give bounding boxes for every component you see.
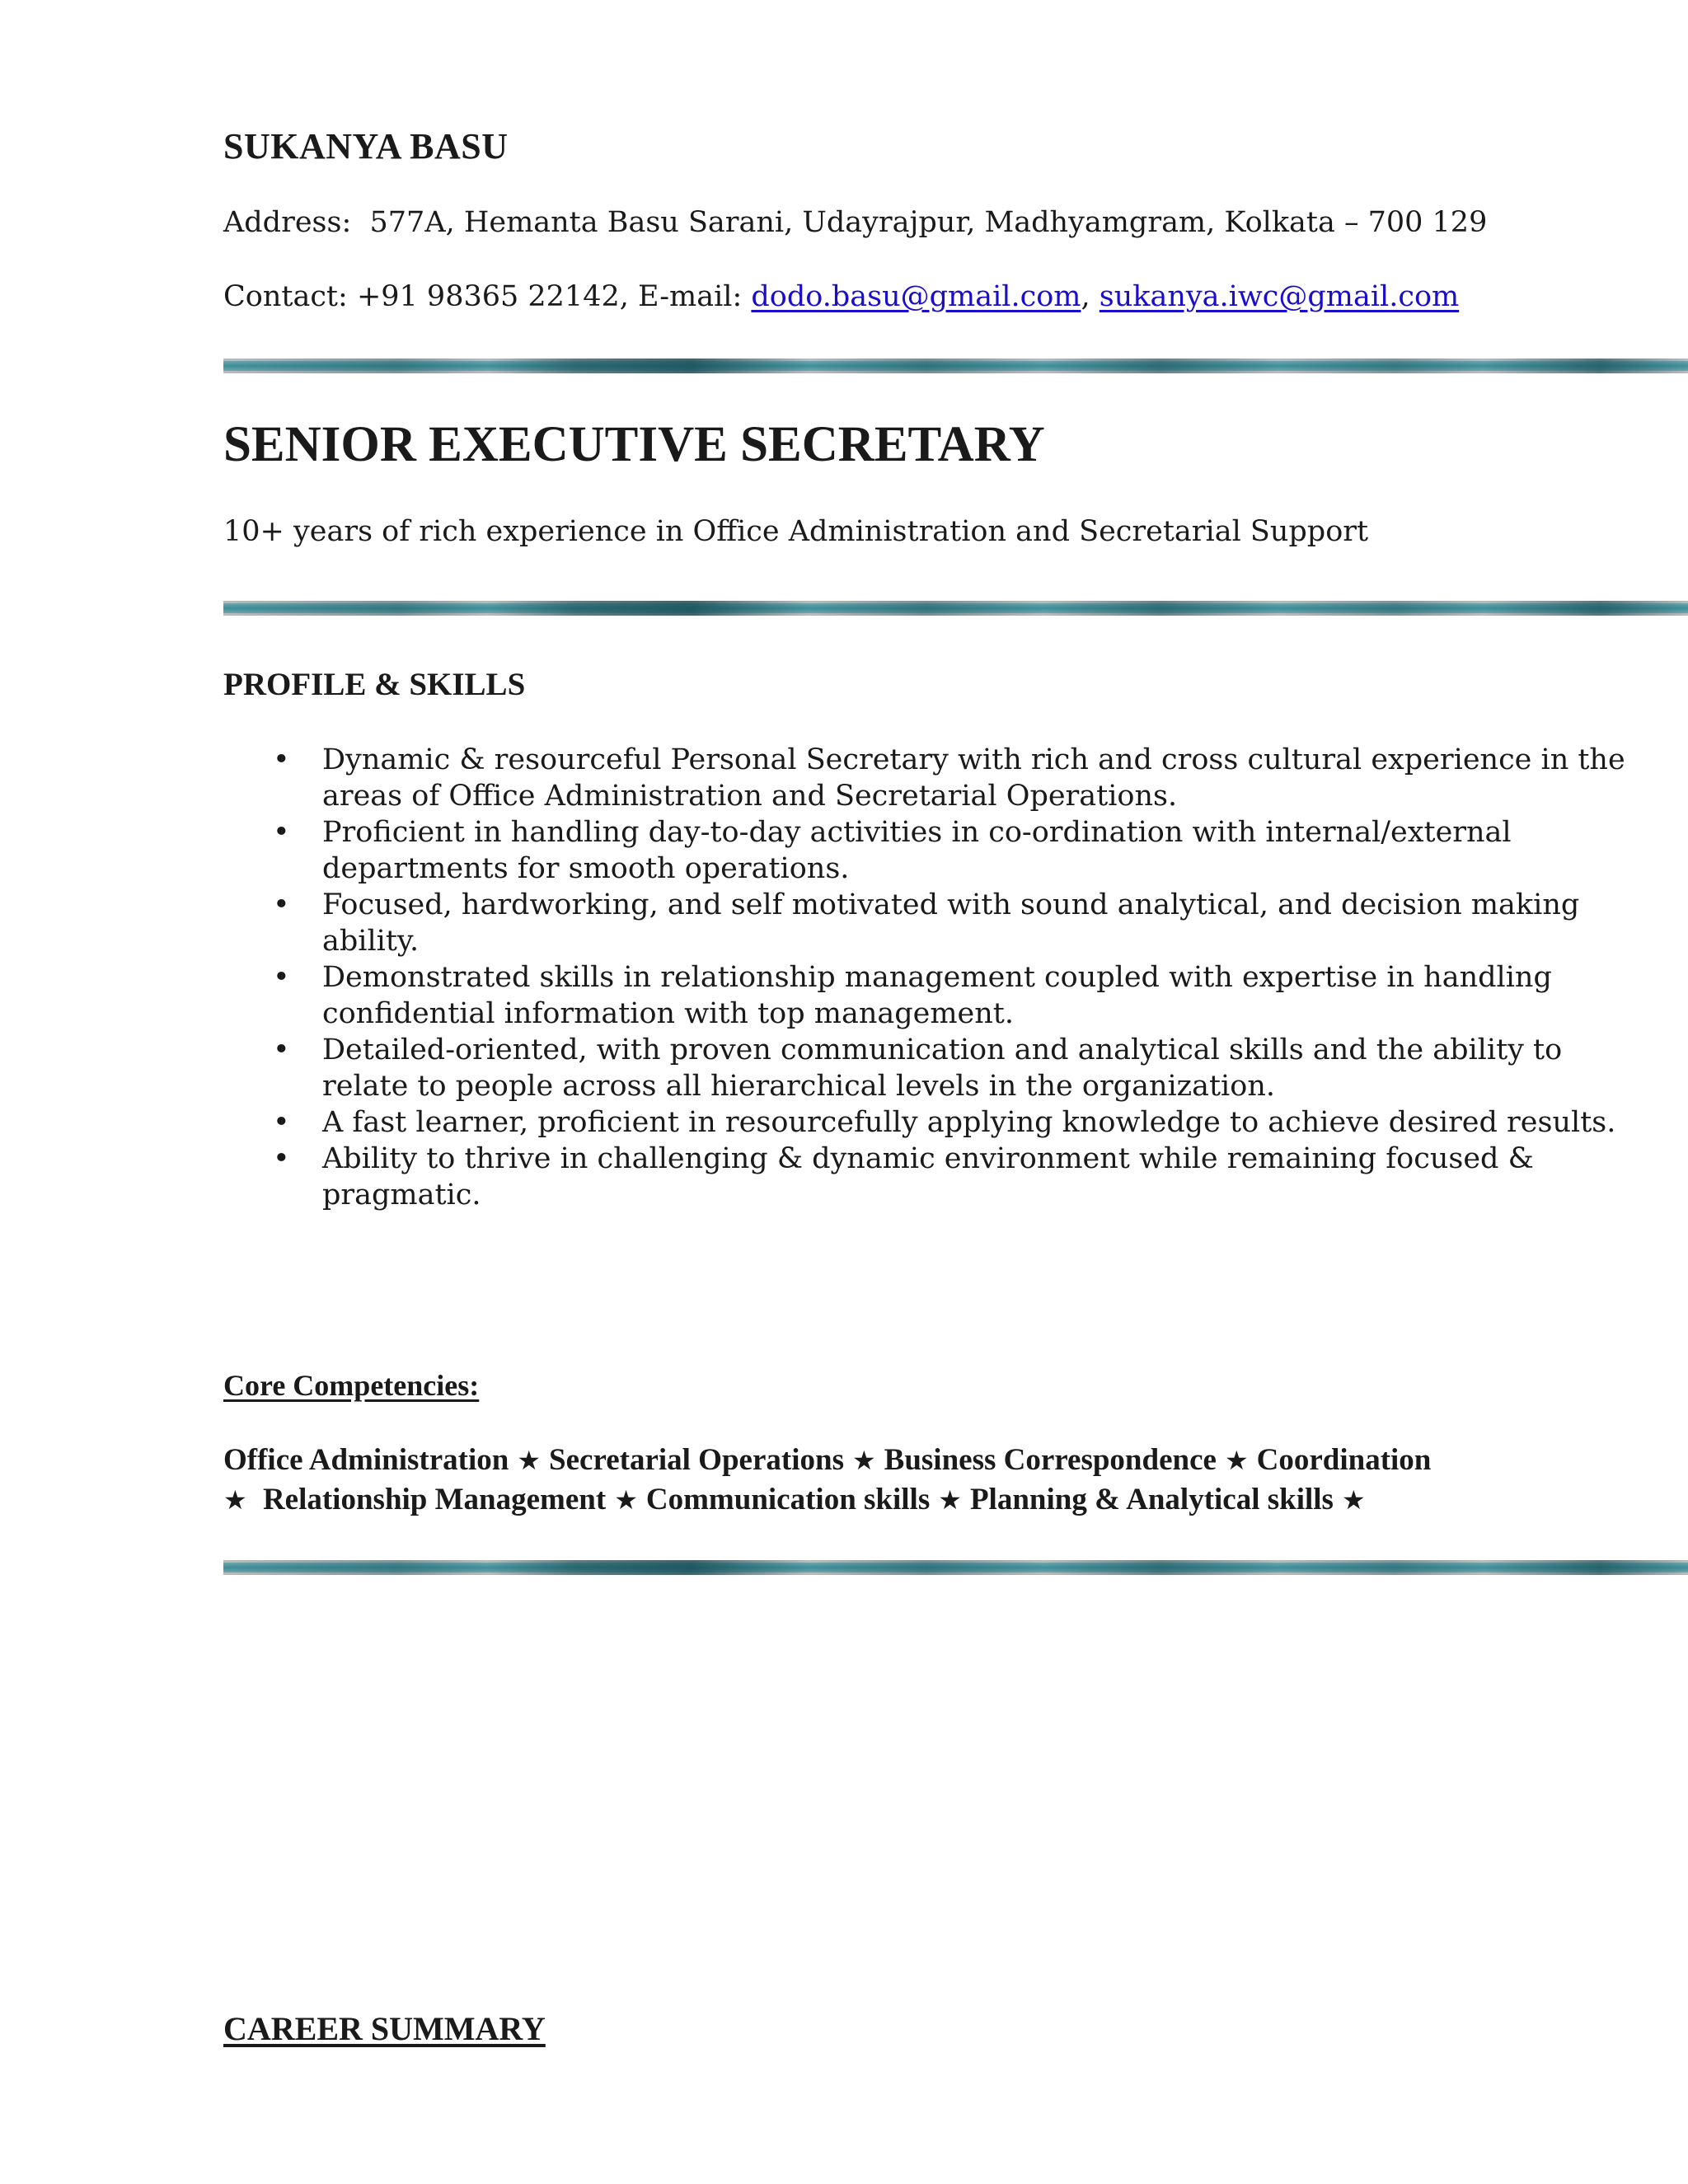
skill-text: Ability to thrive in challenging & dynamic environment while remaining focused & pragmatic. xyxy=(322,1142,1534,1212)
skill-text: A fast learner, proficient in resourcefully applying knowledge to achieve desired results. xyxy=(322,1106,1616,1139)
competency-item: Office Administration xyxy=(223,1443,509,1477)
competency-item: Secretarial Operations xyxy=(549,1443,844,1477)
skill-text: Detailed-oriented, with proven communication and analytical skills and the ability to relate to people across all hierarchical levels in the organization. xyxy=(322,1033,1563,1103)
star-icon: ★ xyxy=(1341,1484,1366,1516)
email-label: E-mail: xyxy=(638,280,743,313)
section-divider xyxy=(223,1560,1688,1575)
star-icon: ★ xyxy=(614,1484,638,1516)
section-divider xyxy=(223,601,1688,616)
competency-item: Planning & Analytical skills xyxy=(969,1483,1334,1516)
competency-item: Business Correspondence xyxy=(884,1443,1217,1477)
star-icon: ★ xyxy=(517,1445,542,1476)
star-icon: ★ xyxy=(851,1445,876,1476)
email-link-secondary[interactable]: sukanya.iwc@gmail.com xyxy=(1099,280,1460,313)
core-competencies-heading: Core Competencies: xyxy=(223,1369,480,1402)
contact-line: Contact: +91 98365 22142, E-mail: dodo.basu@gmail.com, sukanya.iwc@gmail.com xyxy=(223,280,1460,313)
phone-number: +91 98365 22142 xyxy=(356,280,620,313)
profile-skills-list xyxy=(223,742,1641,1213)
section-divider xyxy=(223,359,1688,373)
contact-label: Contact: xyxy=(223,280,348,313)
skill-text: Focused, hardworking, and self motivated with sound analytical, and decision making ability. xyxy=(322,888,1580,958)
star-icon: ★ xyxy=(1224,1445,1249,1476)
experience-summary: 10+ years of rich experience in Office Administration and Secretarial Support xyxy=(223,515,1369,548)
list-item xyxy=(322,1141,1641,1213)
career-summary-heading: CAREER SUMMARY xyxy=(223,2010,546,2047)
core-competencies-list xyxy=(223,1441,1575,1520)
profile-skills-heading: PROFILE & SKILLS xyxy=(223,667,526,702)
star-icon: ★ xyxy=(938,1484,962,1516)
skill-text: Demonstrated skills in relationship management coupled with expertise in handling confidential information with top management. xyxy=(322,961,1552,1030)
list-item xyxy=(322,814,1641,887)
list-item xyxy=(322,1032,1641,1104)
address-value: 577A, Hemanta Basu Sarani, Udayrajpur, Madhyamgram, Kolkata – 700 129 xyxy=(369,206,1488,239)
email-link-primary[interactable]: dodo.basu@gmail.com xyxy=(751,280,1081,313)
list-item xyxy=(322,1104,1641,1141)
list-item xyxy=(322,742,1641,814)
address-label: Address: xyxy=(223,206,352,239)
address-line xyxy=(223,206,1487,239)
list-item xyxy=(322,887,1641,959)
competency-item: Coordination xyxy=(1256,1443,1432,1477)
competency-item: Communication skills xyxy=(645,1483,931,1516)
list-item xyxy=(322,959,1641,1032)
job-title: SENIOR EXECUTIVE SECRETARY xyxy=(223,417,1045,472)
star-icon: ★ xyxy=(223,1484,247,1516)
candidate-name: SUKANYA BASU xyxy=(223,126,509,166)
skill-text: Dynamic & resourceful Personal Secretary with rich and cross cultural experience in the areas of Office Administration and Secretarial Operations. xyxy=(322,743,1625,813)
skill-text: Proficient in handling day-to-day activities in co-ordination with internal/external departments for smooth operations. xyxy=(322,816,1512,885)
competency-item: Relationship Management xyxy=(262,1483,607,1516)
